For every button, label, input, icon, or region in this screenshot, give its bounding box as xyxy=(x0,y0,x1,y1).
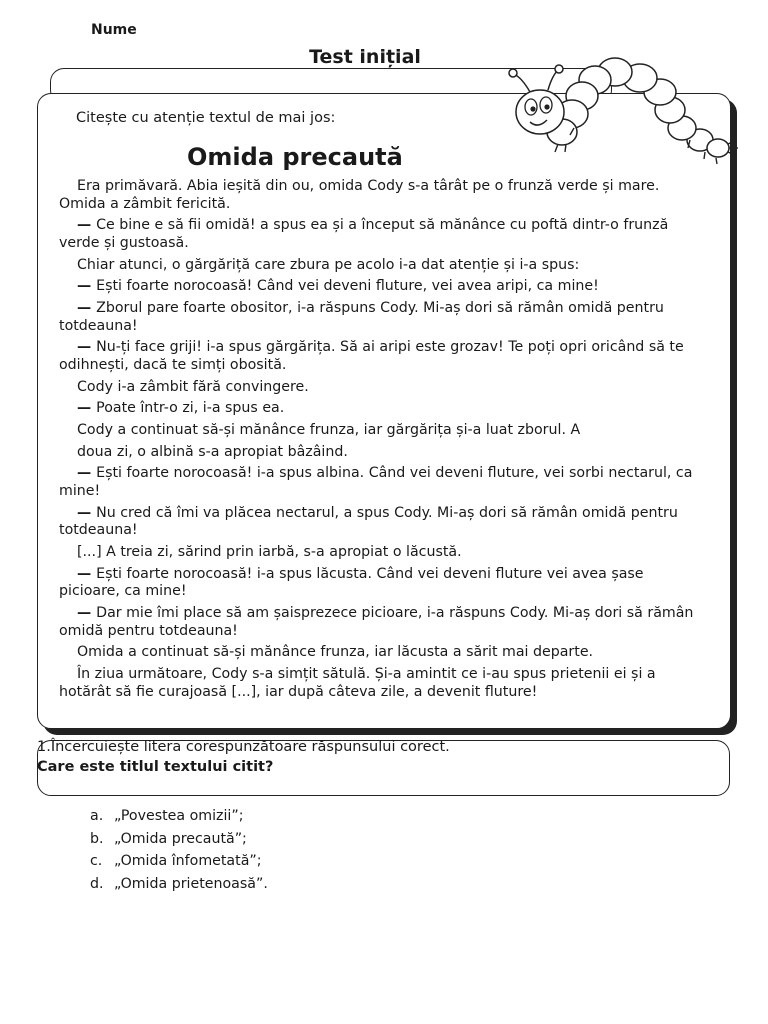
option-text: „Omida înfometată”; xyxy=(114,853,262,869)
test-title: Test inițial xyxy=(309,46,421,68)
option-text: „Povestea omizii”; xyxy=(114,808,244,824)
reading-instruction: Citește cu atenție textul de mai jos: xyxy=(76,110,336,126)
option-letter: b. xyxy=(90,830,104,847)
dialogue-line: — Nu-ți face griji! i-a spus gărgărița. Să ai aripi este grozav! Te poți opri oricând să te odihnești, dacă te simți obosită. xyxy=(59,339,699,375)
story-paragraph: Omida a continuat să-și mănânce frunza, iar lăcusta a sărit mai departe. xyxy=(77,644,594,661)
story-title: Omida precaută xyxy=(187,143,403,171)
dialogue-line: — Ești foarte norocoasă! i-a spus lăcusta. Când vei deveni fluture vei avea șase picioare, ca mine! xyxy=(59,566,699,602)
dialogue-line: — Dar mie îmi place să am șaisprezece picioare, i-a răspuns Cody. Mi-aș dori să rămân omidă pentru totdeauna! xyxy=(59,605,699,641)
dialogue-line: — Ești foarte norocoasă! i-a spus albina. Când vei deveni fluture, vei sorbi nectarul, ca mine! xyxy=(59,465,699,501)
story-paragraph: Chiar atunci, o gărgăriță care zbura pe acolo i-a dat atenție și i-a spus: xyxy=(77,256,580,273)
story-paragraph: Era primăvară. Abia ieșită din ou, omida Cody s-a târât pe o frunză verde și mare. Omida a zâmbit fericită. xyxy=(59,178,660,212)
task-instruction: 1.Încercuiește litera corespunzătoare răspunsului corect. xyxy=(37,739,450,755)
dialogue-line: — Nu cred că îmi va plăcea nectarul, a spus Cody. Mi-aș dori să rămân omidă pentru totdeauna! xyxy=(59,505,699,541)
answer-option-a[interactable] xyxy=(90,805,268,828)
option-letter: a. xyxy=(90,808,104,824)
story-paragraph: În ziua următoare, Cody s-a simțit sătulă. Și-a amintit ce i-au spus prietenii ei și a hotărât să fie curajoasă [...], iar după câteva zile, a devenit fluture! xyxy=(59,665,656,700)
story-text xyxy=(59,178,699,705)
dialogue-line: — Zborul pare foarte obositor, i-a răspuns Cody. Mi-aș dori să rămân omidă pentru totdeauna! xyxy=(59,300,699,336)
dialogue-line: — Poate într-o zi, i-a spus ea. xyxy=(59,400,699,418)
dialogue-line: — Ești foarte norocoasă! Când vei deveni fluture, vei avea aripi, ca mine! xyxy=(59,278,699,296)
story-paragraph: doua zi, o albină s-a apropiat bâzâind. xyxy=(77,443,348,460)
option-text: „Omida precaută”; xyxy=(114,830,247,847)
caterpillar-icon xyxy=(500,40,740,170)
answer-option-b[interactable] xyxy=(90,828,268,851)
answer-option-c[interactable] xyxy=(90,850,268,873)
option-letter: c. xyxy=(90,853,103,869)
story-paragraph: Cody a continuat să-și mănânce frunza, iar gărgărița și-a luat zborul. A xyxy=(77,421,581,438)
name-label: Nume xyxy=(91,22,137,38)
option-letter: d. xyxy=(90,875,104,892)
question-text: Care este titlul textului citit? xyxy=(37,759,274,775)
story-paragraph: [...] A treia zi, sărind prin iarbă, s-a apropiat o lăcustă. xyxy=(77,543,462,560)
dialogue-line: — Ce bine e să fii omidă! a spus ea și a început să mănânce cu poftă dintr-o frunză verde și gustoasă. xyxy=(59,217,699,253)
option-text: „Omida prietenoasă”. xyxy=(114,875,268,892)
answer-options xyxy=(90,805,268,895)
story-paragraph: Cody i-a zâmbit fără convingere. xyxy=(77,378,309,395)
answer-option-d[interactable] xyxy=(90,873,268,896)
